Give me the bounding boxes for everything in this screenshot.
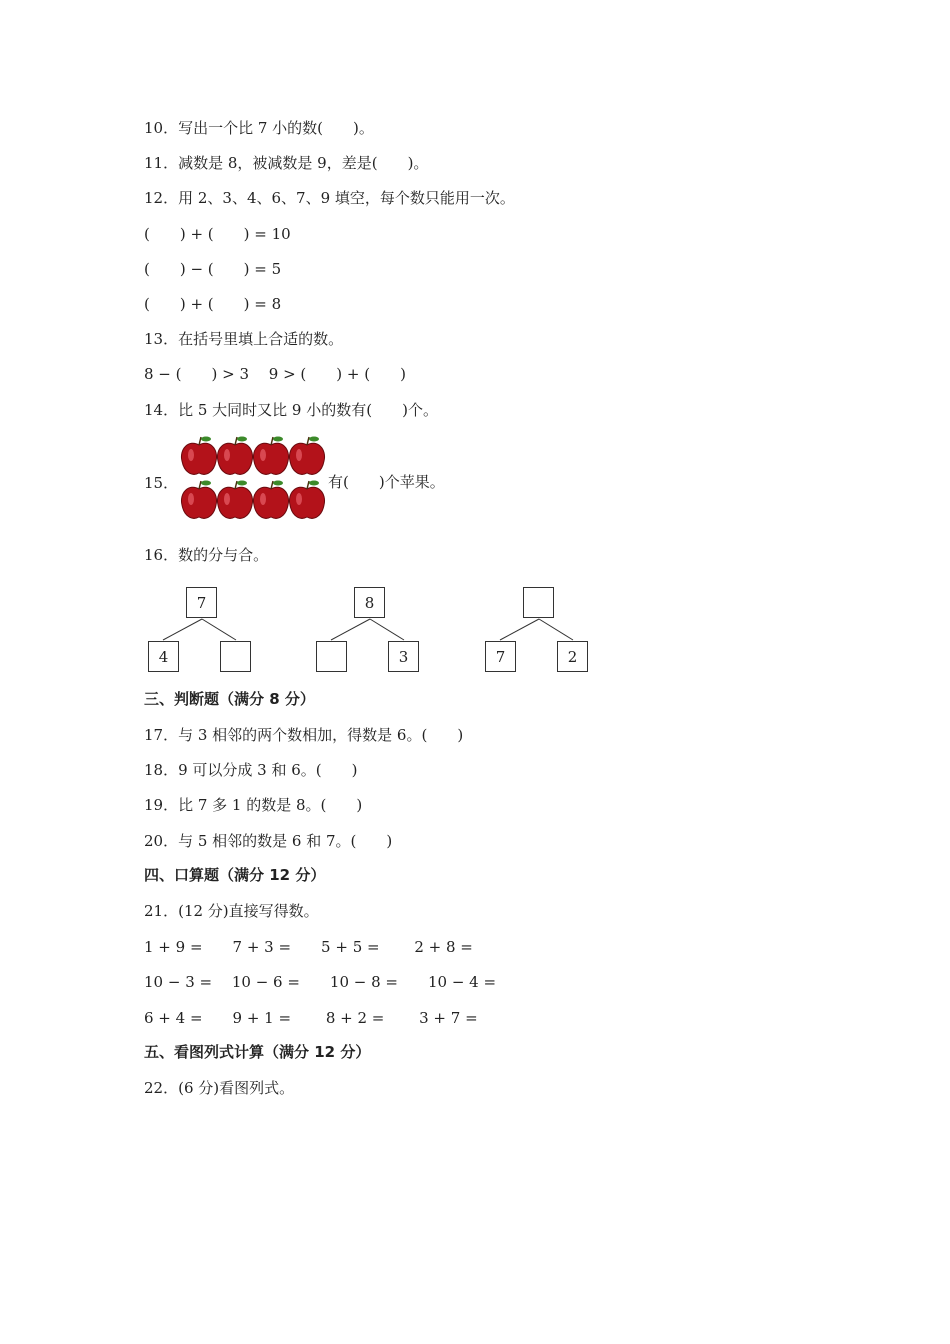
apple-icon — [217, 437, 252, 475]
apples-picture — [180, 432, 328, 524]
number-bond-1 — [148, 585, 258, 677]
apple-icon — [253, 481, 288, 519]
bond-1-top: 7 — [186, 587, 217, 618]
section-4-heading: 四、口算题（满分 12 分） — [144, 866, 326, 884]
calc-row-2: 10 − 3 = 10 − 6 = 10 − 8 = 10 − 4 = — [144, 973, 497, 991]
q20-text: 20．与 5 相邻的数是 6 和 7。( ) — [144, 832, 393, 850]
bond-1-right — [220, 641, 251, 672]
q15-number: 15． — [144, 474, 179, 492]
q15-text: 有( )个苹果。 — [328, 473, 445, 491]
q12-text: 12．用 2、3、4、6、7、9 填空，每个数只能用一次。 — [144, 189, 515, 207]
apple-icon — [181, 481, 216, 519]
q12a-text: ( ) + ( ) = 10 — [144, 225, 291, 243]
bond-2-right: 3 — [388, 641, 419, 672]
number-bond-2 — [316, 585, 426, 677]
bond-1-left: 4 — [148, 641, 179, 672]
q11-text: 11．减数是 8，被减数是 9，差是( )。 — [144, 154, 429, 172]
bond-3-top — [523, 587, 554, 618]
q17-text: 17．与 3 相邻的两个数相加，得数是 6。( ) — [144, 726, 464, 744]
q13a-text: 8 − ( ) > 3 9 > ( ) + ( ) — [144, 365, 406, 383]
number-bond-3 — [485, 585, 595, 677]
q12c-text: ( ) + ( ) = 8 — [144, 295, 282, 313]
apple-icon — [289, 437, 324, 475]
bond-3-left: 7 — [485, 641, 516, 672]
calc-row-3: 6 + 4 = 9 + 1 = 8 + 2 = 3 + 7 = — [144, 1009, 478, 1027]
bond-2-top: 8 — [354, 587, 385, 618]
q22-text: 22．(6 分)看图列式。 — [144, 1079, 295, 1097]
q12b-text: ( ) − ( ) = 5 — [144, 260, 282, 278]
calc-row-1: 1 + 9 = 7 + 3 = 5 + 5 = 2 + 8 = — [144, 938, 473, 956]
q19-text: 19．比 7 多 1 的数是 8。( ) — [144, 796, 363, 814]
section-5-heading: 五、看图列式计算（满分 12 分） — [144, 1043, 371, 1061]
apple-icon — [253, 437, 288, 475]
q14-text: 14．比 5 大同时又比 9 小的数有( )个。 — [144, 401, 438, 419]
q16-text: 16．数的分与合。 — [144, 546, 269, 564]
bond-2-left — [316, 641, 347, 672]
bond-3-right: 2 — [557, 641, 588, 672]
section-3-heading: 三、判断题（满分 8 分） — [144, 690, 315, 708]
q18-text: 18．9 可以分成 3 和 6。( ) — [144, 761, 358, 779]
q13-text: 13．在括号里填上合适的数。 — [144, 330, 344, 348]
q21-text: 21．(12 分)直接写得数。 — [144, 902, 319, 920]
apple-icon — [181, 437, 216, 475]
apple-icon — [289, 481, 324, 519]
q10-text: 10．写出一个比 7 小的数( )。 — [144, 119, 374, 137]
apple-icon — [217, 481, 252, 519]
